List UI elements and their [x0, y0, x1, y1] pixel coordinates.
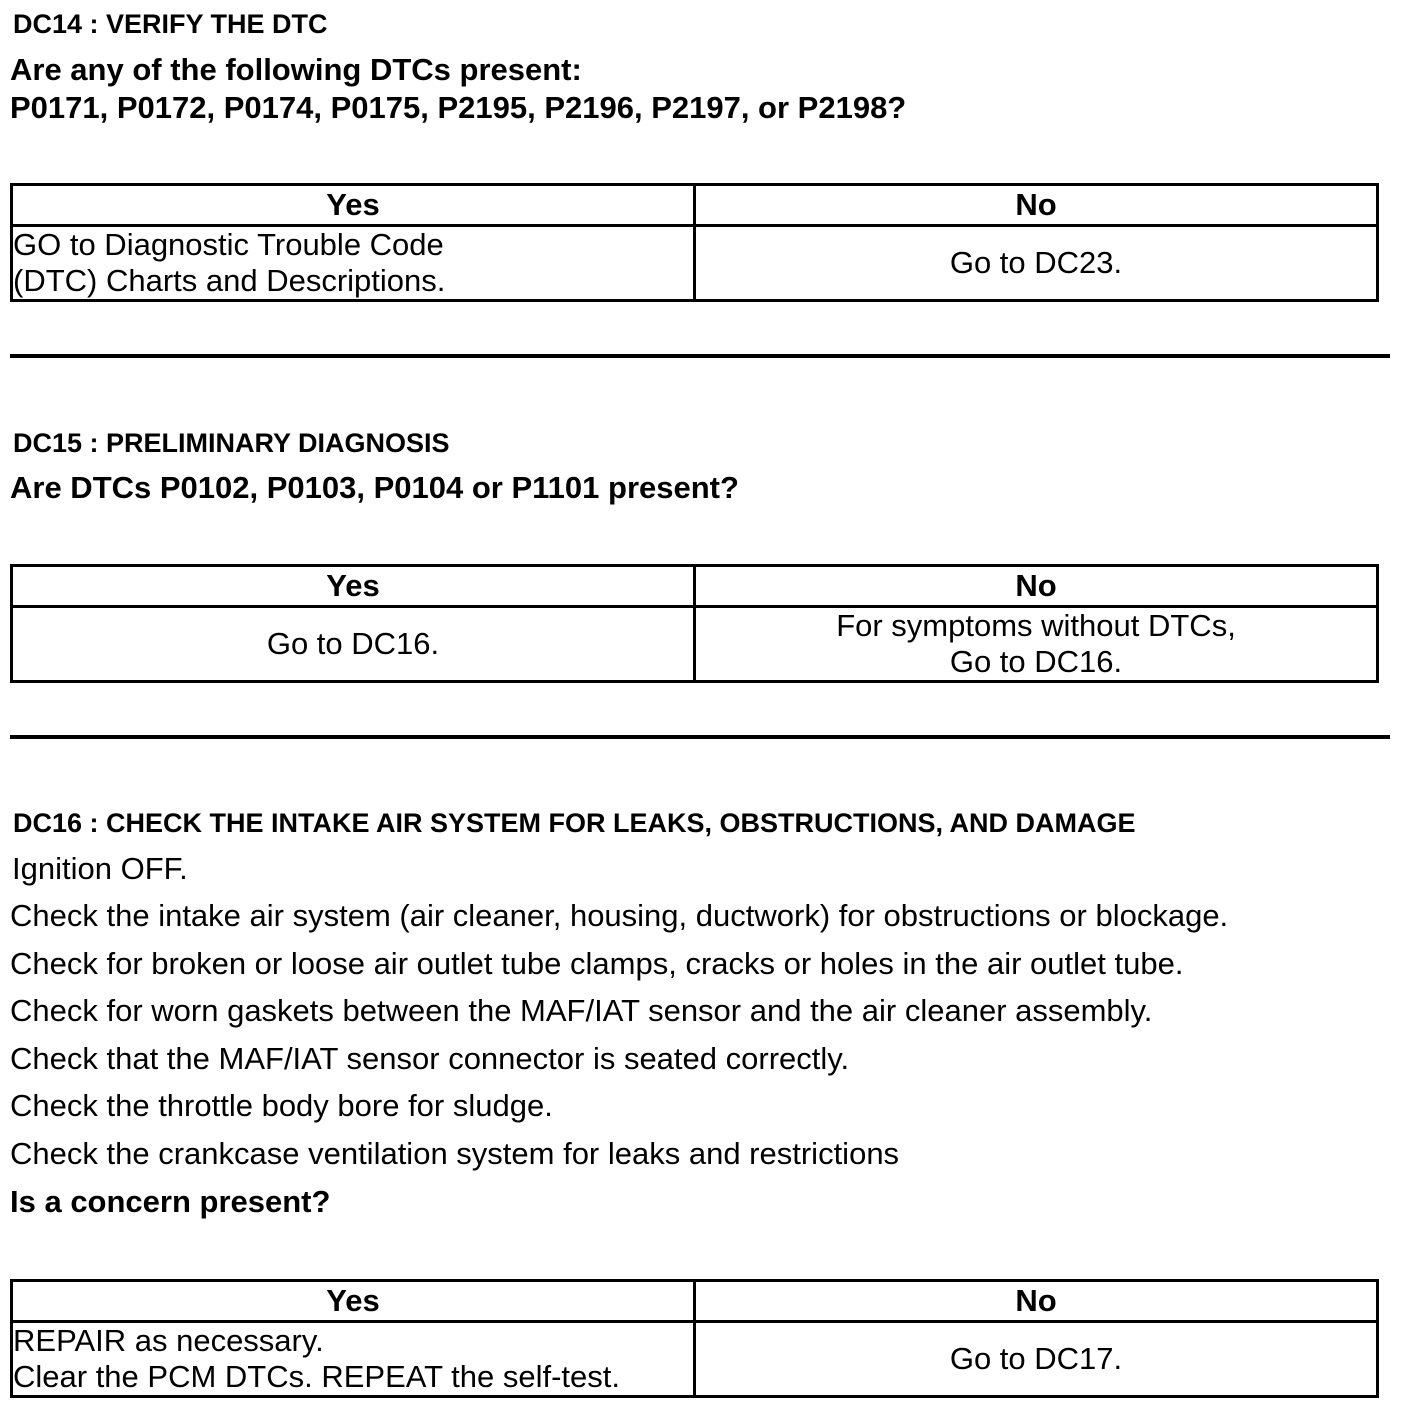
- dc14-heading: DC14 : VERIFY THE DTC: [13, 9, 328, 39]
- dc15-no-cell: For symptoms without DTCs, Go to DC16.: [695, 607, 1378, 682]
- dc14-yes-cell: GO to Diagnostic Trouble Code (DTC) Charts and Descriptions.: [12, 226, 695, 301]
- dc16-step: Ignition OFF.: [12, 851, 188, 886]
- dc14-question-line1: Are any of the following DTCs present:: [10, 52, 582, 87]
- dc16-yes-header: Yes: [12, 1281, 695, 1322]
- dc14-question-line2: P0171, P0172, P0174, P0175, P2195, P2196, P2197, or P2198?: [10, 90, 907, 125]
- dc16-yes-no-table: [10, 1279, 1379, 1398]
- dc14-no-header: No: [695, 185, 1378, 226]
- dc16-no-header: No: [695, 1281, 1378, 1322]
- dc16-yes-cell: REPAIR as necessary. Clear the PCM DTCs. REPEAT the self-test.: [12, 1322, 695, 1397]
- dc16-no-cell: Go to DC17.: [695, 1322, 1378, 1397]
- dc16-step: Check that the MAF/IAT sensor connector is seated correctly.: [10, 1041, 850, 1076]
- dc16-step: Check the throttle body bore for sludge.: [10, 1088, 553, 1123]
- dc16-step: Check for broken or loose air outlet tube clamps, cracks or holes in the air outlet tube.: [10, 946, 1184, 981]
- dc15-question: Are DTCs P0102, P0103, P0104 or P1101 present?: [10, 470, 739, 505]
- dc16-heading: DC16 : CHECK THE INTAKE AIR SYSTEM FOR LEAKS, OBSTRUCTIONS, AND DAMAGE: [13, 808, 1136, 838]
- section-divider: [10, 354, 1390, 358]
- dc16-step: Check for worn gaskets between the MAF/IAT sensor and the air cleaner assembly.: [10, 993, 1153, 1028]
- dc16-question: Is a concern present?: [10, 1184, 331, 1219]
- dc16-step: Check the intake air system (air cleaner, housing, ductwork) for obstructions or blockage.: [10, 898, 1229, 933]
- dc15-heading: DC15 : PRELIMINARY DIAGNOSIS: [13, 428, 450, 458]
- dc16-step: Check the crankcase ventilation system for leaks and restrictions: [10, 1136, 900, 1171]
- dc15-yes-no-table: [10, 564, 1379, 683]
- dc15-no-header: No: [695, 566, 1378, 607]
- dc15-yes-header: Yes: [12, 566, 695, 607]
- section-divider: [10, 735, 1390, 739]
- dc14-yes-no-table: [10, 183, 1379, 302]
- dc14-no-cell: Go to DC23.: [695, 226, 1378, 301]
- dc15-yes-cell: Go to DC16.: [12, 607, 695, 682]
- dc14-yes-header: Yes: [12, 185, 695, 226]
